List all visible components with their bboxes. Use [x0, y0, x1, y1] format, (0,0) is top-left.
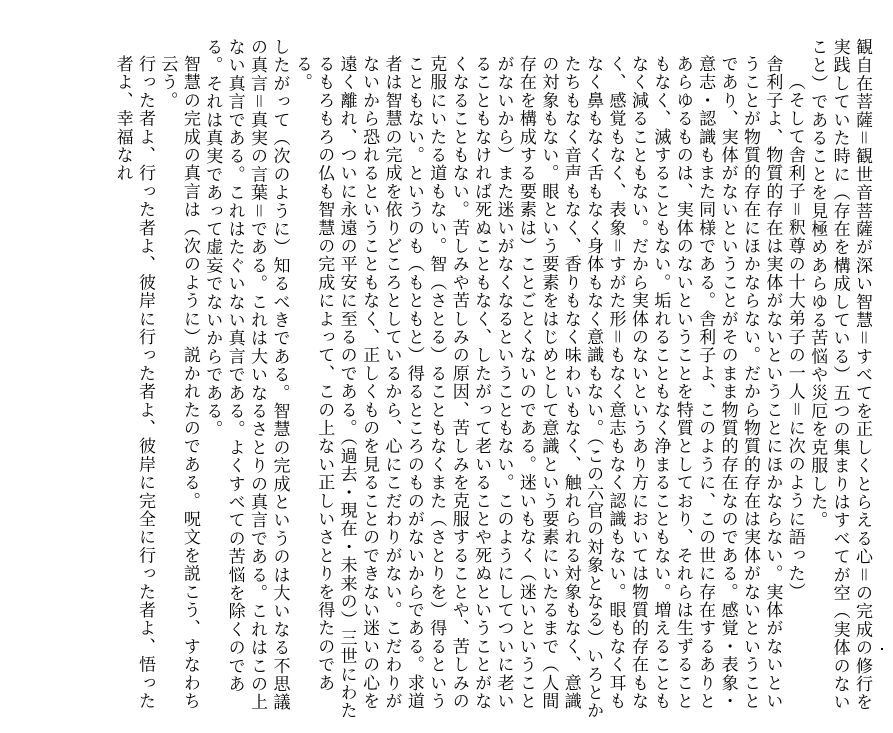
paragraph-mantra: 行った者よ、行った者よ、彼岸に行った者よ、彼岸に完全に行った者よ、悟った者よ、幸福なれ	[112, 55, 155, 711]
paragraph-mantra-intro: 智慧の完成の真言は（次のように）説かれたのである。呪文を説こう、すなわち云う。	[157, 55, 200, 711]
paragraph-sariputra: 舎利子よ、物質的存在は実体がないということにほかならない。実体がないということが物質的存在にほかならない。だから物質的存在は実体がないということであり、実体がないということがそのまま物質的存在なのである。感覚・表象・意志・認識もまた同様である。舎利子よ、このように、この世に存在するありとあらゆるものは、実体のないということを特質としており、それらは生ずることもなく、滅することもない。垢れることもなく浄まることもない。増えることもなく減ることもない。だから実体のないというあり方においては物質的存在もなく、感覚もなく、表象＝すがた形＝もなく意志もなく認識もない。眼もなく耳もなく鼻もなく舌もなく身体もなく意識もない。（この六官の対象となる）いろとかたちもなく音声もなく、香りもなく味わいもなく、触れられる対象もなく、意識の対象もない。眼という要素をはじめとして意識という要素にいたるまで（人間存在を構成する要素は）ことごとくないのである。迷いもなく（迷いということがないから）また迷いがなくなるということもない。このようにしてついに老いることもなければ死ぬこともなく、したがって老いることや死ぬということがなくなることもない。苦しみや苦しみの原因、苦しみを克服することや、苦しみの克服にいたる道もない。智（さとる）ることもなくまた（さとりを）得るということもない。というのも（もともと）得るところのものがないからである。求道者は智慧の完成を依りどころとしているから、心にこだわりがない。こだわりがないから恐れるということもなく、正しくものを見ることのできない迷いの心を遠く離れ、ついに永遠の平安に至るのである。（過去・現在・未来の）三世にわたるもろもろの仏も智慧の完成によって、この上ない正しいさとりを得たのである。	[291, 55, 783, 720]
paragraph-therefore: したがって（次のように）知るべきである。智慧の完成というのは大いなる不思議の真言＝真実の言葉＝である。これは大いなるさとりの真言である。これはこの上ない真言である。これはたぐいない真言である。よくすべての苦悩を除くのである。それは真実であって虚妄でないからである。	[202, 38, 290, 712]
stray-dot	[881, 648, 883, 650]
vertical-text-block	[111, 38, 873, 728]
paragraph-opening: 観自在菩薩＝観世音菩薩が深い智慧＝すべてを正しくとらえる心＝の完成の修行を実践していた時に（存在を構成している）五つの集まりはすべてが空（実体のないこと）であることを見極めあらゆる苦悩や災厄を克服した。	[807, 38, 872, 712]
paragraph-aside: （そして舎利子＝釈尊の十大弟子の一人＝に次のように語った）	[784, 73, 805, 601]
